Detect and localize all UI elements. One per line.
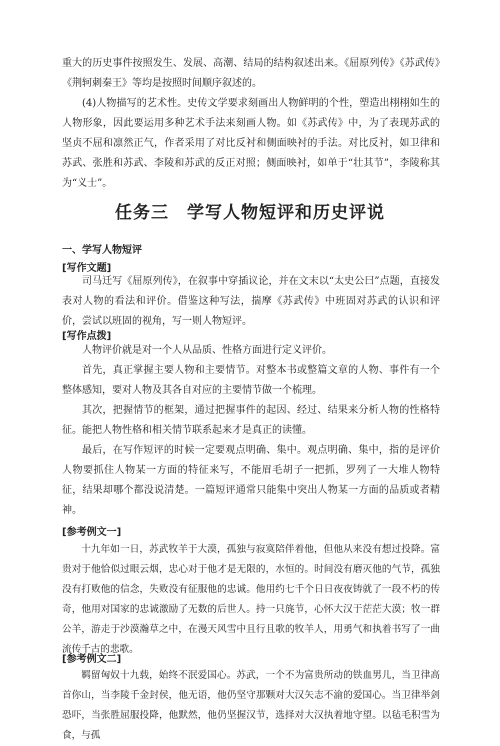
topic-tag: [写作文题] <box>62 263 112 274</box>
point-4: 最后，在写作短评的时候一定要观点明确、集中。观点明确、集中，指的是评价人物要抓住人物某一方面的特征来写，不能眉毛胡子一把抓，罗列了一大堆人物特征，结果却哪个都没说清楚。一篇短评通常只能集中突出人物某一方面的品质或者精神。 <box>62 445 440 516</box>
example2-text: 羁留匈奴十九载，始终不泯爱国心。苏武，一个不为富贵所动的铁血男儿，当卫律高首你山，当李陵千金封侯，他无语，他仍坚守那颗对大汉矢志不渝的爱国心。当卫律举剑恐吓，当张胜屈服投降，他默然，他仍坚握汉节，选择对大汉执着地守望。以毡毛积雪为食，与孤 <box>62 670 440 741</box>
paragraph-structure: 重大的历史事件按照发生、发展、高潮、结局的结构叙述出来。《屈原列传》《苏武传》《荆轲刺秦王》等均是按照时间顺序叙述的。 <box>62 58 440 89</box>
top-text-block <box>62 54 440 194</box>
points-block <box>62 341 440 521</box>
example2-block <box>62 666 440 746</box>
topic-text: 司马迁写《屈原列传》，在叙事中穿插议论，并在文末以“太史公曰”点题，直接发表对人物的看法和评价。借鉴这种写法，揣摩《苏武传》中班固对苏武的认识和评价，尝试以班固的视角，写一则人物短评。 <box>62 276 440 327</box>
section-title: 任务三 学写人物短评和历史评说 <box>115 203 385 223</box>
example1-text: 十九年如一日，苏武牧羊于大漠，孤独与寂寞陪伴着他，但他从来没有想过投降。富贵对于他恰似过眼云烟，忠心对于他才是无限的，水恒的。时间没有磨灭他的气节，孤独没有打败他的信念，失败没有征服他的忠诚。他用约七千个日日夜夜铸就了一段不朽的传奇，他用对国家的忠诚激励了无数的后世人。持一只旄节，心怀大汉于茫茫大漠；牧一群公羊，游走于沙漠瀚草之中，在漫天风雪中且行且歌的牧羊人，用勇气和执着书写了一曲流传千古的悲歌。 <box>62 544 440 655</box>
points-tag: [写作点拨] <box>62 331 112 342</box>
point-1: 人物评价就是对一个人从品质、性格方面进行定义评价。 <box>82 345 332 356</box>
point-2: 首先，真正掌握主要人物和主要情节。对整本书或整篇文章的人物、事件有一个整体感知，要对人物及其各自对应的主要情节做一个梳理。 <box>62 365 440 396</box>
subsection-heading: 一、学写人物短评 <box>62 245 142 256</box>
point-3: 其次，把握情节的框架，通过把握事件的起因、经过、结果来分析人物的性格特征。能把人物性格和相关情节联系起来才是真正的读懂。 <box>62 405 440 436</box>
example2-tag: [参考例文二] <box>62 654 122 665</box>
paragraph-characterization: (4)人物描写的艺术性。史传文学要求刻画出人物鲜明的个性，塑造出栩栩如生的人物形象，因此要运用多种艺术手法来刻画人物。如《苏武传》中，为了表现苏武的坚贞不屈和凛然正气，作者采用了对比反衬和侧面映衬的手法。对比反衬，如卫律和苏武、张胜和苏武、李陵和苏武的反正对照；侧面映衬，如单于“壮其节”，李陵称其为“义士”。 <box>62 98 440 189</box>
topic-block <box>62 272 440 332</box>
example1-tag: [参考例文一] <box>62 527 122 538</box>
example1-block <box>62 540 440 660</box>
